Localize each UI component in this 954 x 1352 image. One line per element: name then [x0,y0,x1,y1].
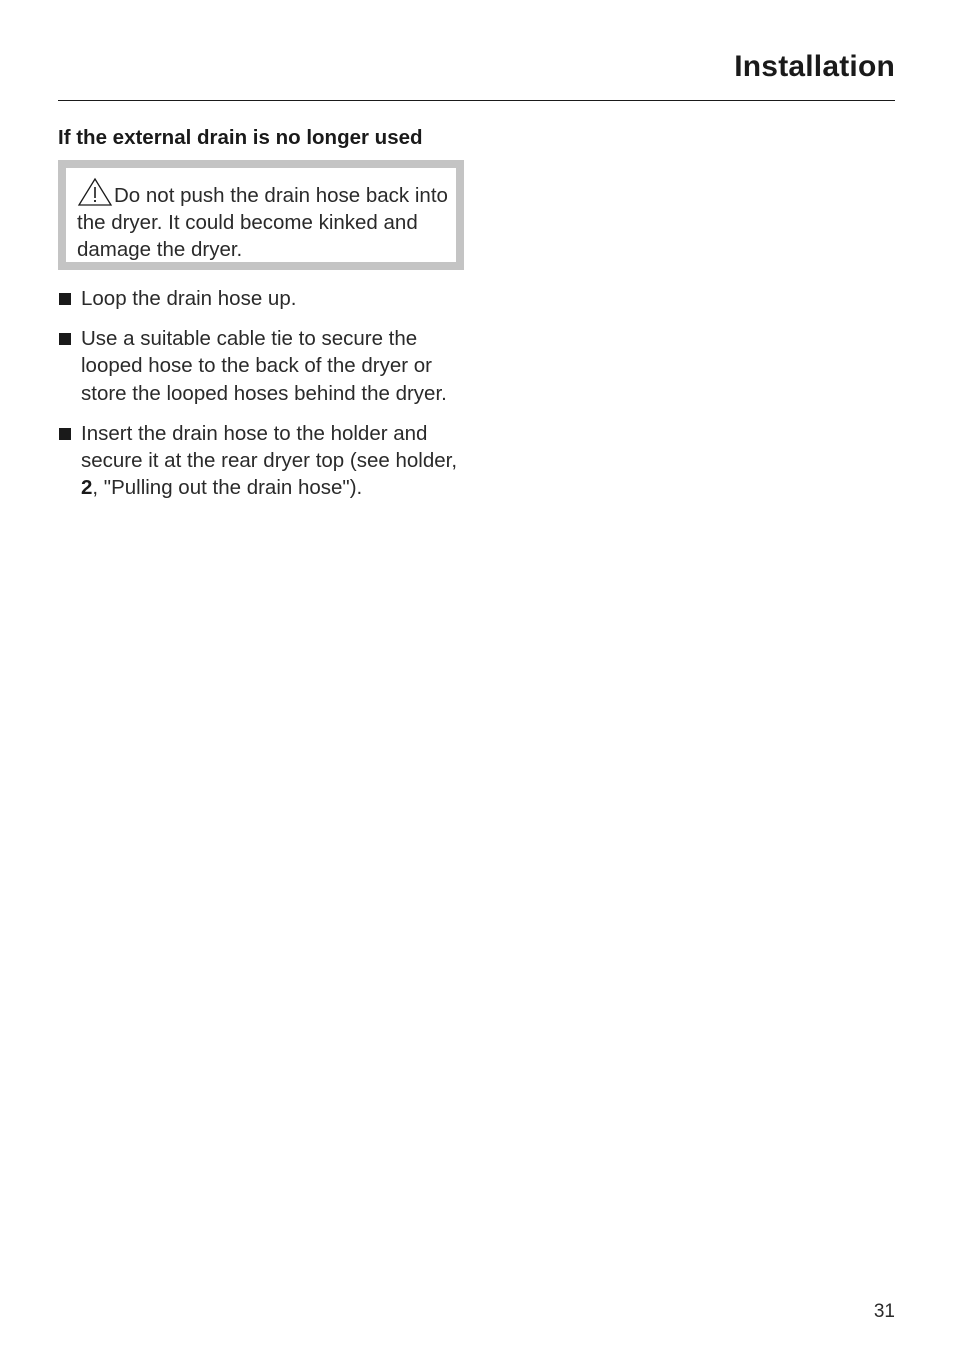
step-text-before: Insert the drain hose to the holder and secure it at the rear dryer top (see holder, [81,421,458,473]
step-text: Use a suitable cable tie to secure the looped hose to the back of the dryer or store the looped hoses behind the dryer. [81,327,447,405]
step-text: Loop the drain hose up. [81,287,297,310]
page-title: Installation [734,50,895,83]
page-number: 31 [873,1301,895,1322]
step-reference-number: 2 [81,476,93,500]
steps-list [58,285,478,514]
warning-text: Do not push the drain hose back into the dryer. It could become kinked and damage the dryer. [77,184,448,261]
section-heading: If the external drain is no longer used [58,126,423,149]
warning-triangle-icon [77,177,113,207]
list-item [58,420,478,502]
bullet-square-icon [59,293,71,305]
step-text-after: , "Pulling out the drain hose"). [92,476,363,500]
list-item [58,325,478,407]
warning-box [58,160,464,270]
bullet-square-icon [59,333,71,345]
step-text [81,422,457,499]
bullet-square-icon [59,428,71,440]
warning-text-block [77,177,457,263]
list-item [58,285,478,312]
page-header [58,0,895,101]
